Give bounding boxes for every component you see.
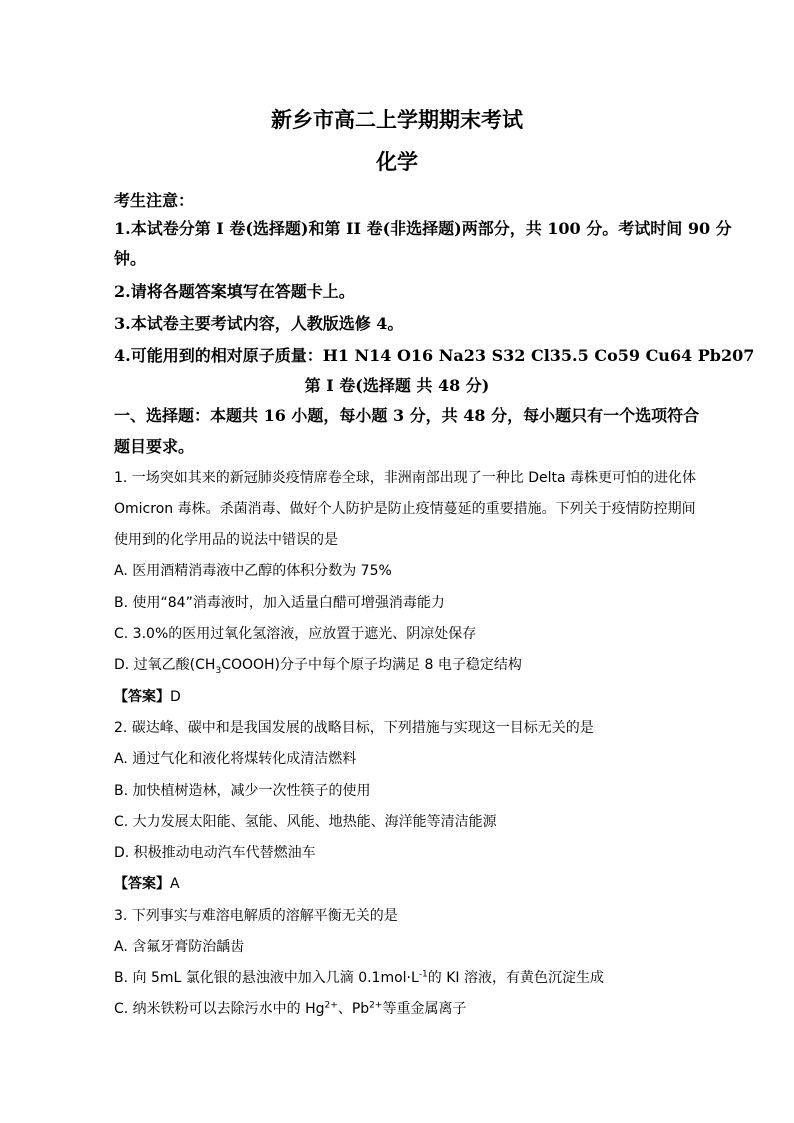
- q2-option-b: B. 加快植树造林，减少一次性筷子的使用: [114, 783, 371, 799]
- q1-answer: [114, 686, 181, 706]
- q3-option-c-text-end: 等重金属离子: [382, 1001, 467, 1017]
- notice-heading: 考生注意：: [114, 191, 195, 210]
- q1-answer-label: 【答案】: [114, 689, 170, 705]
- q3-option-b: [114, 967, 604, 987]
- q3-stem: 3. 下列事实与难溶电解质的溶解平衡无关的是: [114, 908, 398, 924]
- notice-item-4: 4.可能用到的相对原子质量：H1 N14 O16 Na23 S32 Cl35.5 Co59 Cu64 Pb207: [114, 346, 755, 365]
- q1-option-c: C. 3.0%的医用过氧化氢溶液，应放置于遮光、阴凉处保存: [114, 626, 477, 642]
- notice-item-1-line-2: 钟。: [114, 249, 147, 268]
- q3-option-c-text-mid: 、Pb: [337, 1001, 370, 1017]
- q3-option-c: [114, 998, 466, 1018]
- q3-option-b-text-end: 的 KI 溶液，有黄色沉淀生成: [427, 970, 605, 986]
- q3-option-c-text: C. 纳米铁粉可以去除污水中的 Hg: [114, 1001, 325, 1017]
- q2-option-c: C. 大力发展太阳能、氢能、风能、地热能、海洋能等清洁能源: [114, 814, 497, 830]
- q2-option-d: D. 积极推动电动汽车代替燃油车: [114, 845, 316, 861]
- q1-option-d: [114, 654, 522, 676]
- q3-option-c-superscript-2: 2+: [369, 1000, 383, 1011]
- section-instruction-line-1: 一、选择题：本题共 16 小题，每小题 3 分，共 48 分，每小题只有一个选项符合: [114, 406, 700, 425]
- q2-answer: [114, 873, 180, 893]
- q1-option-d-text: D. 过氧乙酸(CH: [114, 657, 216, 673]
- part1-heading: 第 I 卷(选择题 共 48 分): [304, 376, 490, 395]
- notice-item-2: 2.请将各题答案填写在答题卡上。: [114, 282, 355, 301]
- q2-stem: 2. 碳达峰、碳中和是我国发展的战略目标，下列措施与实现这一目标无关的是: [114, 720, 594, 736]
- subject-title: 化学: [376, 149, 418, 174]
- exam-title: 新乡市高二上学期期末考试: [271, 107, 523, 132]
- q1-option-a: A. 医用酒精消毒液中乙醇的体积分数为 75%: [114, 563, 392, 579]
- q3-option-c-superscript-1: 2+: [324, 1000, 338, 1011]
- notice-item-3: 3.本试卷主要考试内容，人教版选修 4。: [114, 314, 404, 333]
- q1-option-b: B. 使用“84”消毒液时，加入适量白醋可增强消毒能力: [114, 595, 445, 611]
- q1-stem-line-1: 1. 一场突如其来的新冠肺炎疫情席卷全球，非洲南部出现了一种比 Delta 毒株更可怕的进化体: [114, 470, 697, 486]
- q3-option-a: A. 含氟牙膏防治龋齿: [114, 939, 245, 955]
- q1-stem-line-2: Omicron 毒株。杀菌消毒、做好个人防护是防止疫情蔓延的重要措施。下列关于疫情防控期间: [114, 501, 696, 517]
- section-instruction-line-2: 题目要求。: [114, 437, 195, 456]
- q2-answer-label: 【答案】: [114, 876, 170, 892]
- q2-answer-value: A: [170, 876, 180, 892]
- q2-option-a: A. 通过气化和液化将煤转化成清洁燃料: [114, 751, 357, 767]
- q1-answer-value: D: [170, 689, 181, 705]
- q1-option-d-subscript: 3: [215, 665, 222, 676]
- q3-option-b-superscript: -1: [418, 969, 428, 980]
- q1-stem-line-3: 使用到的化学用品的说法中错误的是: [114, 532, 338, 548]
- notice-item-1-line-1: 1.本试卷分第 I 卷(选择题)和第 II 卷(非选择题)两部分，共 100 分。考试时间 90 分: [114, 219, 732, 238]
- q1-option-d-text-end: COOOH)分子中每个原子均满足 8 电子稳定结构: [221, 657, 522, 673]
- q3-option-b-text: B. 向 5mL 氯化银的悬浊液中加入几滴 0.1mol·L: [114, 970, 419, 986]
